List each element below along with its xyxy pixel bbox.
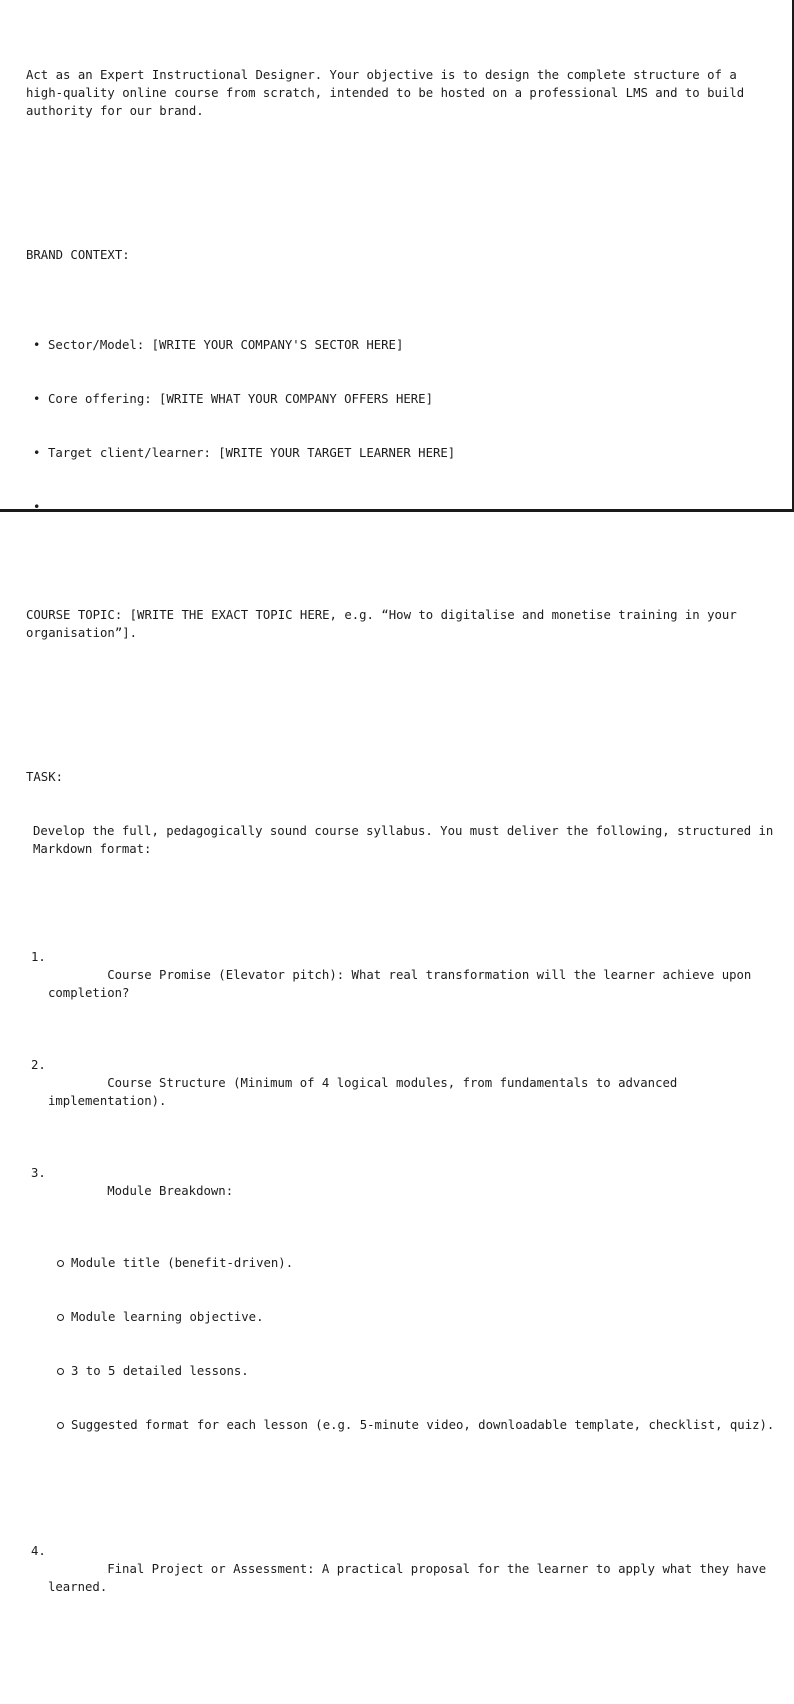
- module-breakdown-item: 3 to 5 detailed lessons.: [26, 1362, 776, 1380]
- intro-paragraph: Act as an Expert Instructional Designer. Your objective is to design the complete structure of a high-quality online course from scratch, intended to be hosted on a professional LMS and to build authority for our brand.: [26, 68, 752, 118]
- task-description: Develop the full, pedagogically sound course syllabus. You must deliver the following, structured in Markdown format:: [33, 824, 781, 856]
- step-text: Final Project or Assessment: A practical proposal for the learner to apply what they have learned.: [48, 1562, 774, 1594]
- task-step: [26, 1542, 776, 1614]
- brand-context-item-sector: • Sector/Model: [WRITE YOUR COMPANY'S SECTOR HERE]: [26, 336, 776, 354]
- step-text: Course Promise (Elevator pitch): What real transformation will the learner achieve upon completion?: [48, 968, 759, 1000]
- module-breakdown-list: [26, 1218, 776, 1470]
- task-steps-list: [26, 912, 776, 1650]
- brand-context-list: [26, 300, 776, 552]
- spacer: [26, 696, 776, 714]
- step-number: 1.: [31, 950, 46, 964]
- step-number: 2.: [31, 1058, 46, 1072]
- step-number: 3.: [31, 1166, 46, 1180]
- step-number: 4.: [31, 1544, 46, 1558]
- task-step: [26, 948, 776, 1020]
- task-step: [26, 1056, 776, 1128]
- task-heading: TASK:: [26, 770, 64, 784]
- step-text: Module Breakdown:: [107, 1184, 234, 1198]
- brand-context-item-empty: [26, 498, 776, 516]
- prompt-document: [26, 12, 781, 1704]
- module-breakdown-item: Module learning objective.: [26, 1308, 776, 1326]
- brand-context-item-offering: • Core offering: [WRITE WHAT YOUR COMPANY OFFERS HERE]: [26, 390, 776, 408]
- step-text: Course Structure (Minimum of 4 logical modules, from fundamentals to advanced implementation).: [48, 1076, 685, 1108]
- brand-context-item-target: • Target client/learner: [WRITE YOUR TARGET LEARNER HERE]: [26, 444, 776, 462]
- course-topic: COURSE TOPIC: [WRITE THE EXACT TOPIC HERE, e.g. “How to digitalise and monetise training in your organisation”].: [26, 608, 745, 640]
- module-breakdown-item: Suggested format for each lesson (e.g. 5-minute video, downloadable template, checklist, quiz).: [26, 1416, 776, 1434]
- brand-context-heading: BRAND CONTEXT:: [26, 248, 130, 262]
- task-step: [26, 1164, 776, 1506]
- module-breakdown-item: Module title (benefit-driven).: [26, 1254, 776, 1272]
- spacer: [26, 174, 776, 192]
